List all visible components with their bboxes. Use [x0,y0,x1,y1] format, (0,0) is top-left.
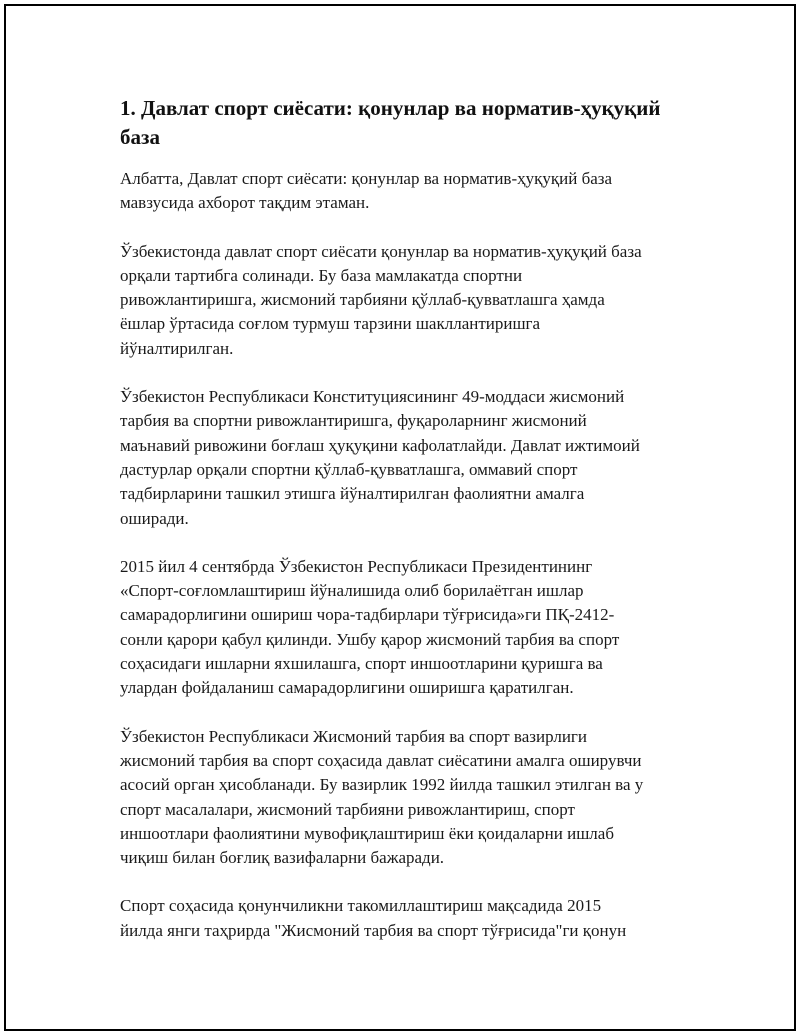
text-line: Ўзбекистонда давлат спорт сиёсати қонунлар ва норматив-ҳуқуқий база [120,241,642,261]
document-title [120,94,680,152]
paragraph-constitution [120,385,680,531]
title-line: 1. Давлат спорт сиёсати: қонунлар ва норматив-ҳуқуқий [120,96,661,120]
paragraph-intro [120,167,680,216]
text-line: соҳасидаги ишларни яхшилашга, спорт иншоотларини қуришга ва [120,654,603,674]
page-frame [4,4,796,1031]
text-line: асосий орган ҳисобланади. Бу вазирлик 1992 йилда ташкил этилган ва у [120,775,644,795]
text-line: сонли қарори қабул қилинди. Ушбу қарор жисмоний тарбия ва спорт [120,629,620,649]
text-line: йўналтирилган. [120,338,234,358]
text-line: йилда янги таҳрирда "Жисмоний тарбия ва спорт тўғрисида"ги қонун [120,920,627,940]
text-line: дастурлар орқали спортни қўллаб-қувватлашга, оммавий спорт [120,459,578,479]
text-line: орқали тартибга солинади. Бу база мамлакатда спортни [120,265,523,285]
text-line: чиқиш билан боғлиқ вазифаларни бажаради. [120,848,445,868]
paragraph-ministry [120,725,680,871]
text-line: маънавий ривожини боғлаш ҳуқуқини кафолатлайди. Давлат ижтимоий [120,435,640,455]
text-line: Албатта, Давлат спорт сиёсати: қонунлар ва норматив-ҳуқуқий база [120,169,613,188]
text-line: улардан фойдаланиш самарадорлигини оширишга қаратилган. [120,678,574,698]
document-body [120,94,680,967]
text-line: жисмоний тарбия ва спорт соҳасида давлат сиёсатини амалга оширувчи [120,750,642,770]
text-line: самарадорлигини ошириш чора-тадбирлари тўғрисида»ги ПҚ-2412- [120,605,615,625]
text-line: Спорт соҳасида қонунчиликни такомиллаштириш мақсадида 2015 [120,896,602,916]
text-line: спорт масалалари, жисмоний тарбияни ривожлантириш, спорт [120,799,575,819]
paragraph-overview [120,240,680,361]
text-line: «Спорт-соғломлаштириш йўналишида олиб борилаётган ишлар [120,581,584,601]
text-line: ривожлантиришга, жисмоний тарбияни қўллаб-қувватлашга ҳамда [120,290,605,310]
text-line: мавзусида ахборот тақдим этаман. [120,193,370,213]
paragraph-legislation [120,894,680,943]
text-line: иншоотлари фаолиятини мувофиқлаштириш ёки қоидаларни ишлаб [120,823,614,843]
text-line: 2015 йил 4 сентябрда Ўзбекистон Республикаси Президентининг [120,556,593,576]
text-line: тадбирларини ташкил этишга йўналтирилган фаолиятни амалга [120,484,585,504]
text-line: Ўзбекистон Республикаси Конституциясининг 49-моддаси жисмоний [120,387,625,407]
paragraph-decree [120,555,680,701]
text-line: Ўзбекистон Республикаси Жисмоний тарбия ва спорт вазирлиги [120,726,588,746]
text-line: ёшлар ўртасида соғлом турмуш тарзини шакллантиришга [120,314,541,334]
text-line: тарбия ва спортни ривожлантиришга, фуқароларнинг жисмоний [120,411,587,431]
text-line: оширади. [120,508,189,528]
title-line: база [120,125,160,149]
